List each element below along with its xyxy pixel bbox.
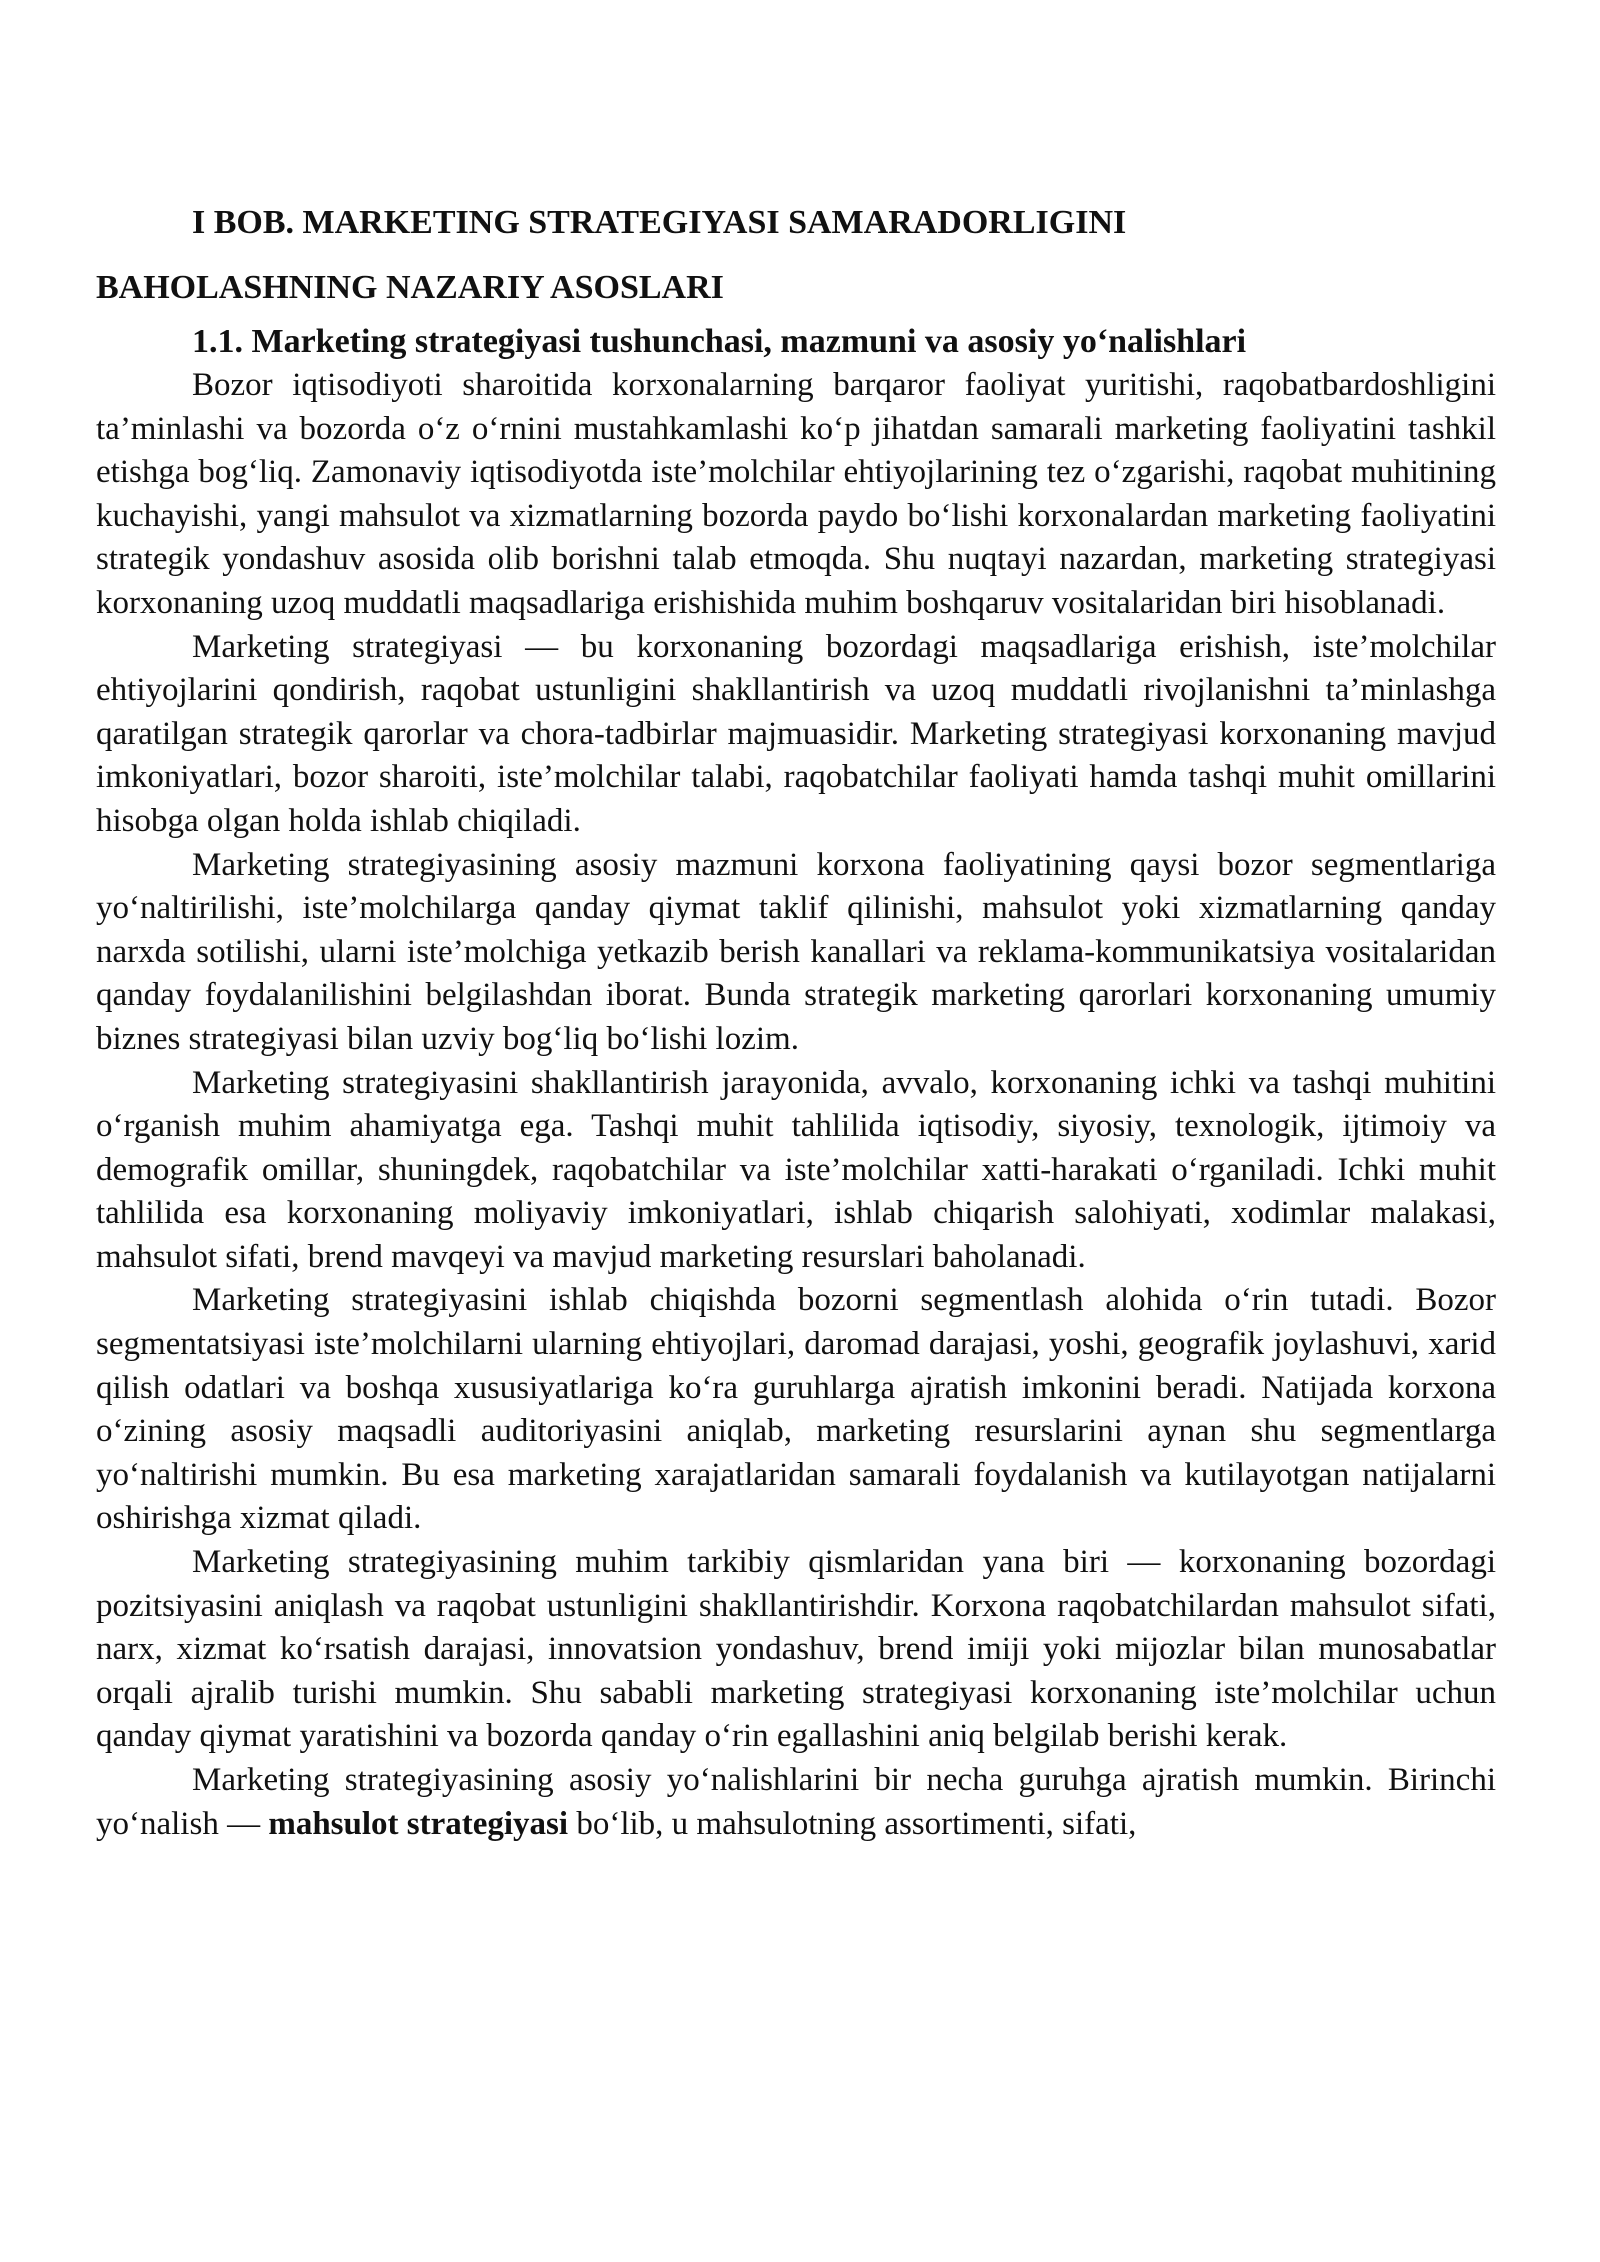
paragraph-7-text-start: Marketing strategiyasining asosiy yo‘nalishlarini bir necha guruhga ajratish mumkin. Birinchi yo‘nalish —	[96, 1762, 1496, 1842]
paragraph-4: Marketing strategiyasini shakllantirish jarayonida, avvalo, korxonaning ichki va tashqi muhitini o‘rganish muhim ahamiyatga ega. Tashqi muhit tahlilida iqtisodiy, siyosiy, texnologik, ijtimoiy va demografik omillar, shuningdek, raqobatchilar va iste’molchilar xatti-harakati o‘rganiladi. Ichki muhit tahlilida esa korxonaning moliyaviy imkoniyatlari, ishlab chiqarish salohiyati, xodimlar malakasi, mahsulot sifati, brend mavqeyi va mavjud marketing resurslari baholanadi.	[96, 1064, 1496, 1275]
page-content	[96, 190, 1496, 1846]
paragraph-6: Marketing strategiyasining muhim tarkibiy qismlaridan yana biri — korxonaning bozordagi pozitsiyasini aniqlash va raqobat ustunligini shakllantirishdir. Korxona raqobatchilardan mahsulot sifati, narx, xizmat ko‘rsatish darajasi, innovatsion yondashuv, brend imiji yoki mijozlar bilan munosabatlar orqali ajralib turishi mumkin. Shu sababli marketing strategiyasi korxonaning iste’molchilar uchun qanday qiymat yaratishini va bozorda qanday o‘rin egallashini aniq belgilab berishi kerak.	[96, 1544, 1496, 1755]
paragraph-7-bold-term: mahsulot strategiyasi	[268, 1805, 569, 1842]
paragraph-5: Marketing strategiyasini ishlab chiqishda bozorni segmentlash alohida o‘rin tutadi. Bozor segmentatsiyasi iste’molchilarni ularning ehtiyojlari, daromad darajasi, yoshi, geografik joylashuvi, xarid qilish odatlari va boshqa xususiyatlariga ko‘ra guruhlarga ajratish imkonini beradi. Natijada korxona o‘zining asosiy maqsadli auditoriyasini aniqlab, marketing resurslarini aynan shu segmentlarga yo‘naltirishi mumkin. Bu esa marketing xarajatlaridan samarali foydalanish va kutilayotgan natijalarni oshirishga xizmat qiladi.	[96, 1282, 1496, 1537]
section-title: 1.1. Marketing strategiyasi tushunchasi, mazmuni va asosiy yo‘nalishlari	[192, 323, 1247, 360]
paragraph-2: Marketing strategiyasi — bu korxonaning bozordagi maqsadlariga erishish, iste’molchilar ehtiyojlarini qondirish, raqobat ustunligini shakllantirish va uzoq muddatli rivojlanishni ta’minlashga qaratilgan strategik qarorlar va chora-tadbirlar majmuasidir. Marketing strategiyasi korxonaning mavjud imkoniyatlari, bozor sharoiti, iste’molchilar talabi, raqobatchilar faoliyati hamda tashqi muhit omillarini hisobga olgan holda ishlab chiqiladi.	[96, 628, 1496, 839]
chapter-title	[96, 190, 1496, 320]
chapter-title-line-1: I BOB. MARKETING STRATEGIYASI SAMARADORLIGINI	[192, 204, 1127, 241]
paragraph-3: Marketing strategiyasining asosiy mazmuni korxona faoliyatining qaysi bozor segmentlariga yo‘naltirilishi, iste’molchilarga qanday qiymat taklif qilinishi, mahsulot yoki xizmatlarning qanday narxda sotilishi, ularni iste’molchiga yetkazib berish kanallari va reklama-kommunikatsiya vositalaridan qanday foydalanilishini belgilashdan iborat. Bunda strategik marketing qarorlari korxonaning umumiy biznes strategiyasi bilan uzviy bog‘liq bo‘lishi lozim.	[96, 846, 1496, 1057]
chapter-title-line-2: BAHOLASHNING NAZARIY ASOSLARI	[96, 269, 724, 306]
paragraph-1: Bozor iqtisodiyoti sharoitida korxonalarning barqaror faoliyat yuritishi, raqobatbardoshligini ta’minlashi va bozorda o‘z o‘rnini mustahkamlashi ko‘p jihatdan samarali marketing faoliyatini tashkil etishga bog‘liq. Zamonaviy iqtisodiyotda iste’molchilar ehtiyojlarining tez o‘zgarishi, raqobat muhitining kuchayishi, yangi mahsulot va xizmatlarning bozorda paydo bo‘lishi korxonalardan marketing faoliyatini strategik yondashuv asosida olib borishni talab etmoqda. Shu nuqtayi nazardan, marketing strategiyasi korxonaning uzoq muddatli maqsadlariga erishishida muhim boshqaruv vositalaridan biri hisoblanadi.	[96, 367, 1496, 621]
paragraph-7	[96, 1759, 1496, 1846]
paragraph-7-text-end: bo‘lib, u mahsulotning assortimenti, sifati,	[568, 1805, 1137, 1842]
